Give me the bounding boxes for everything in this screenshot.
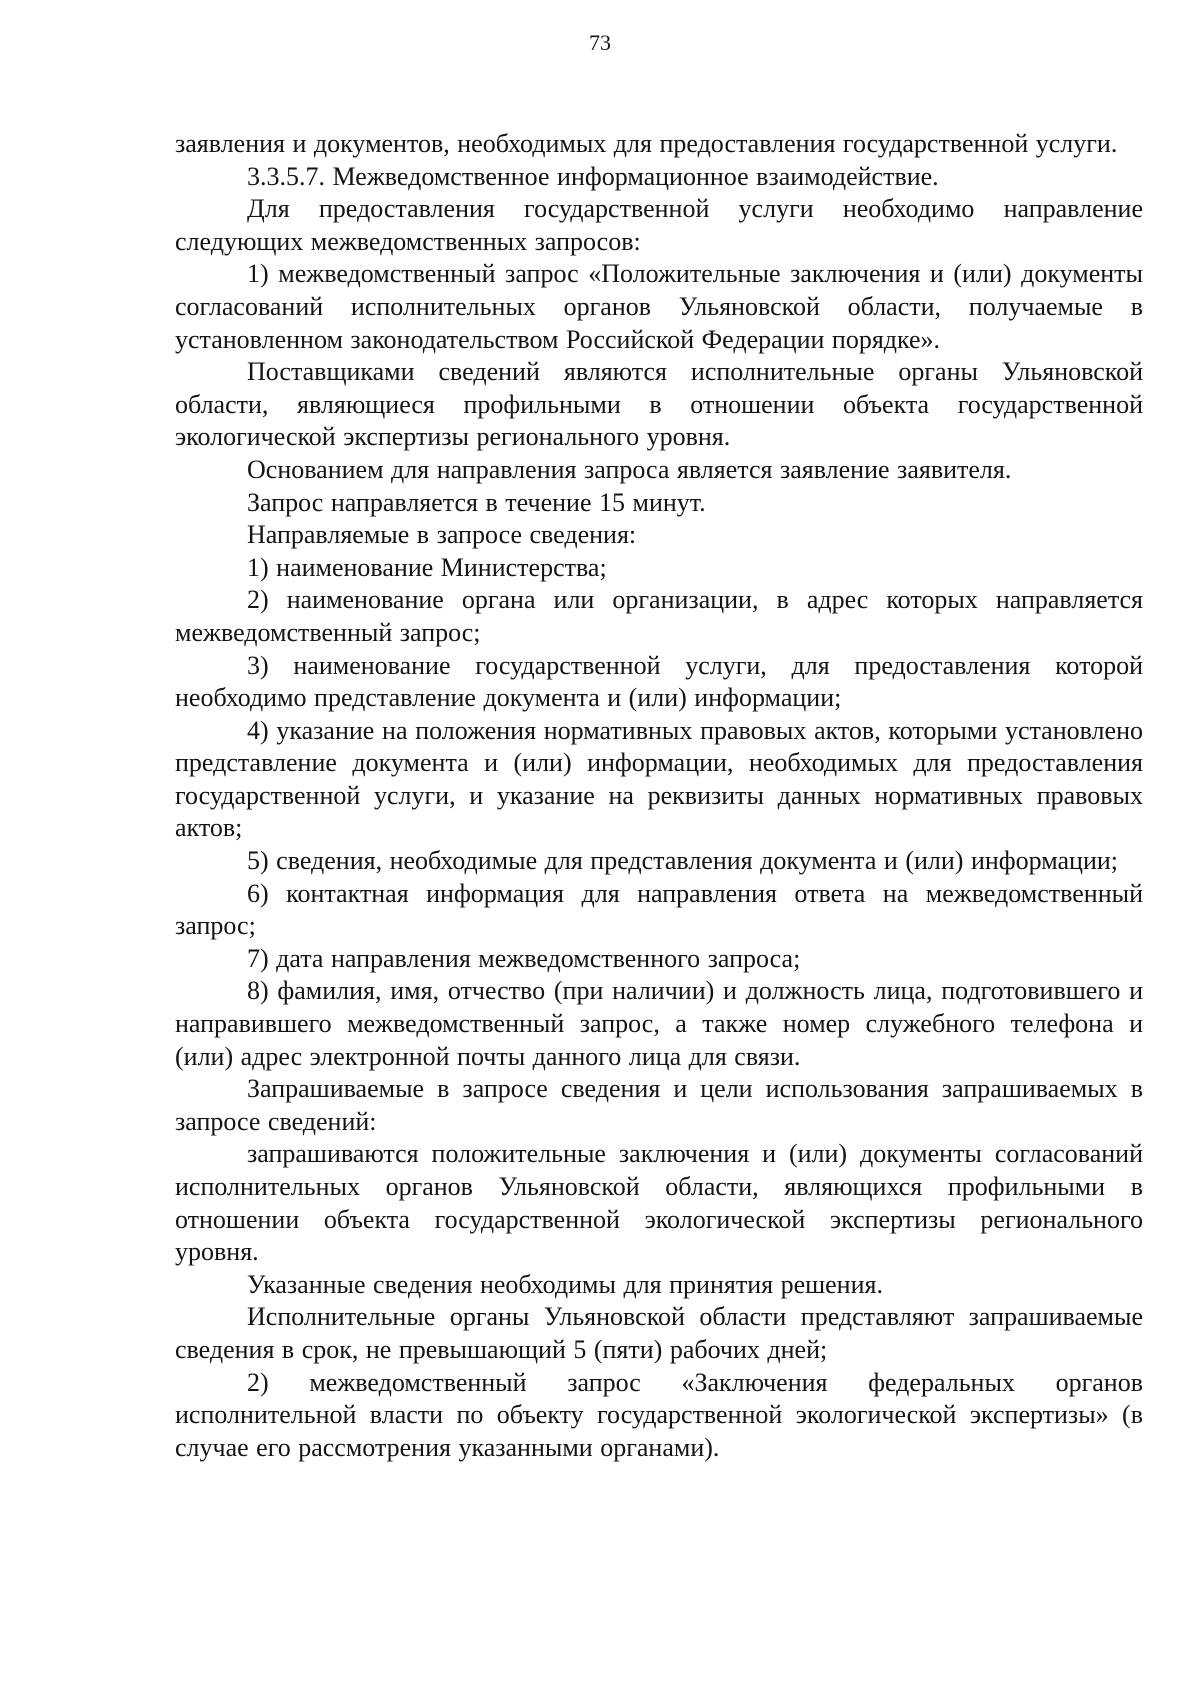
section-heading: 3.3.5.7. Межведомственное информационное взаимодействие. <box>247 161 939 191</box>
paragraph: Для предоставления государственной услуги необходимо направление следующих межведомственных запросов: <box>175 194 1143 256</box>
paragraph: Поставщиками сведений являются исполнительные органы Ульяновской области, являющиеся профильными в отношении объекта государственной экологической экспертизы регионального уровня. <box>175 357 1143 452</box>
list-item: 7) дата направления межведомственного запроса; <box>247 943 801 973</box>
list-item: 1) наименование Министерства; <box>247 552 607 582</box>
page-number: 73 <box>589 30 611 55</box>
document-body <box>175 128 1143 1464</box>
list-item: 2) наименование органа или организации, в адрес которых направляется межведомственный запрос; <box>175 585 1143 647</box>
list-item: 5) сведения, необходимые для представления документа и (или) информации; <box>247 846 1119 876</box>
list-item: 4) указание на положения нормативных правовых актов, которыми установлено представление документа и (или) информации, необходимых для предоставления государственной услуги, и указание на реквизиты данных нормативных правовых актов; <box>175 715 1143 843</box>
list-item: 6) контактная информация для направления ответа на межведомственный запрос; <box>175 878 1143 941</box>
paragraph: Запрос направляется в течение 15 минут. <box>247 487 706 517</box>
paragraph: Направляемые в запросе сведения: <box>247 520 637 550</box>
list-item: 2) межведомственный запрос «Заключения федеральных органов исполнительной власти по объекту государственной экологической экспертизы» (в случае его рассмотрения указанными органами). <box>175 1367 1143 1462</box>
paragraph: Запрашиваемые в запросе сведения и цели использования запрашиваемых в запросе сведений: <box>175 1074 1143 1136</box>
paragraph: Основанием для направления запроса является заявление заявителя. <box>247 454 1012 484</box>
list-item: 3) наименование государственной услуги, для предоставления которой необходимо представление документа и (или) информации; <box>175 650 1143 713</box>
paragraph: Указанные сведения необходимы для принятия решения. <box>247 1269 883 1299</box>
paragraph: запрашиваются положительные заключения и (или) документы согласований исполнительных органов Ульяновской области, являющихся профильными в отношении объекта государственной экологической экспертизы регионального уровня. <box>175 1139 1143 1267</box>
paragraph: Исполнительные органы Ульяновской области представляют запрашиваемые сведения в срок, не превышающий 5 (пяти) рабочих дней; <box>175 1302 1143 1364</box>
list-item: 8) фамилия, имя, отчество (при наличии) и должность лица, подготовившего и направившего межведомственный запрос, а также номер служебного телефона и (или) адрес электронной почты данного лица для связи. <box>175 976 1143 1071</box>
list-item: 1) межведомственный запрос «Положительные заключения и (или) документы согласований исполнительных органов Ульяновской области, получаемые в установленном законодательством Российской Федерации порядке». <box>175 259 1143 354</box>
paragraph: заявления и документов, необходимых для предоставления государственной услуги. <box>175 129 1118 158</box>
